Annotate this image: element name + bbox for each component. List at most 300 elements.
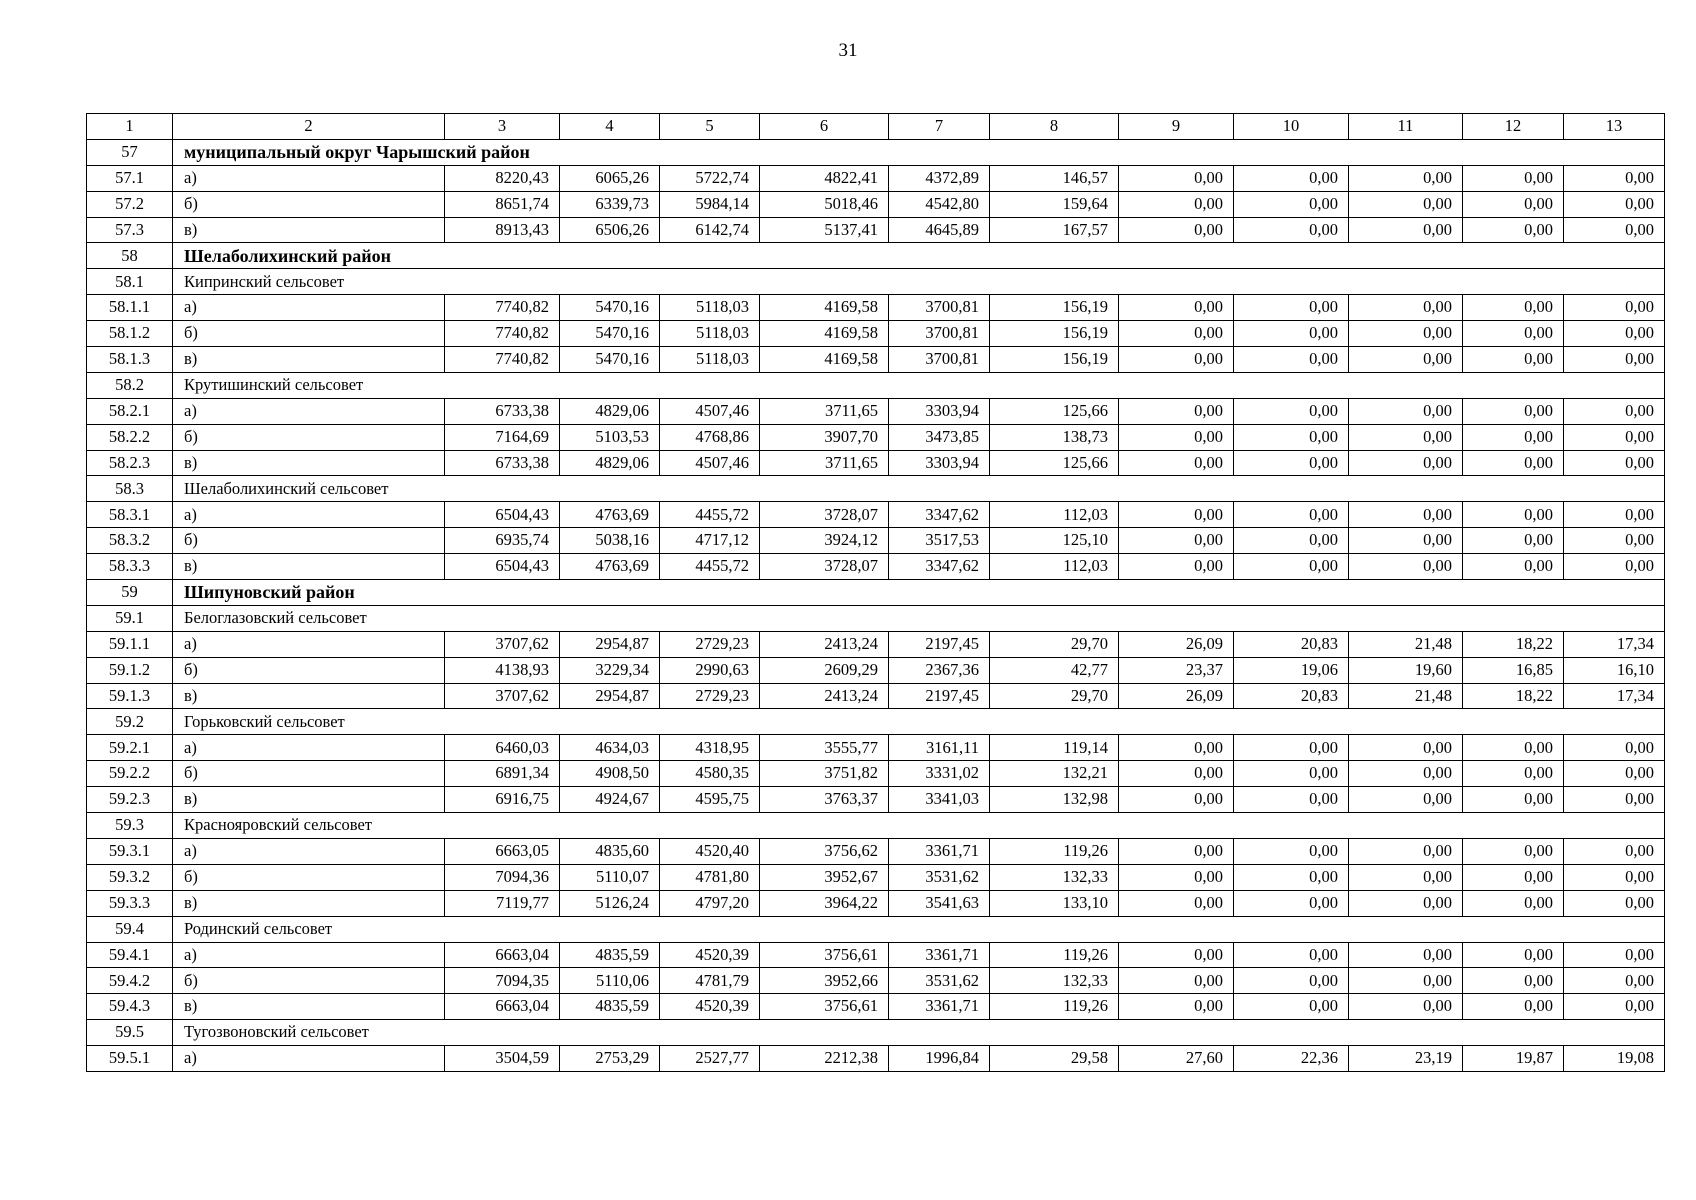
table-row <box>87 994 1665 1020</box>
value-cell: 3517,53 <box>889 528 990 554</box>
value-cell: 0,00 <box>1349 295 1463 321</box>
value-cell: 23,19 <box>1349 1046 1463 1072</box>
table-row <box>87 890 1665 916</box>
value-cell: 125,66 <box>990 450 1119 476</box>
value-cell: 2609,29 <box>760 657 889 683</box>
row-number: 59.1 <box>87 605 173 631</box>
value-cell: 0,00 <box>1234 191 1349 217</box>
row-number: 57.2 <box>87 191 173 217</box>
value-cell: 0,00 <box>1463 295 1564 321</box>
row-number: 59.3.3 <box>87 890 173 916</box>
value-cell: 18,22 <box>1463 631 1564 657</box>
value-cell: 5110,07 <box>560 864 660 890</box>
table-row <box>87 631 1665 657</box>
row-number: 58.1.2 <box>87 321 173 347</box>
value-cell: 5470,16 <box>560 321 660 347</box>
value-cell: 3728,07 <box>760 502 889 528</box>
row-number: 58.3.3 <box>87 554 173 580</box>
value-cell: 0,00 <box>1564 450 1665 476</box>
value-cell: 3161,11 <box>889 735 990 761</box>
subsection-title: Горьковский сельсовет <box>173 709 1665 735</box>
value-cell: 19,60 <box>1349 657 1463 683</box>
value-cell: 3711,65 <box>760 398 889 424</box>
value-cell: 4763,69 <box>560 554 660 580</box>
section-row <box>87 139 1665 165</box>
value-cell: 0,00 <box>1463 968 1564 994</box>
value-cell: 5470,16 <box>560 347 660 373</box>
value-cell: 4169,58 <box>760 295 889 321</box>
table-row <box>87 554 1665 580</box>
value-cell: 5137,41 <box>760 217 889 243</box>
row-number: 58.2.3 <box>87 450 173 476</box>
value-cell: 3707,62 <box>445 631 560 657</box>
option-label: а) <box>173 295 445 321</box>
value-cell: 4822,41 <box>760 165 889 191</box>
value-cell: 0,00 <box>1234 398 1349 424</box>
value-cell: 0,00 <box>1119 994 1234 1020</box>
value-cell: 0,00 <box>1349 968 1463 994</box>
column-number-header: 10 <box>1234 114 1349 140</box>
value-cell: 4645,89 <box>889 217 990 243</box>
value-cell: 3756,61 <box>760 942 889 968</box>
row-number: 58.1 <box>87 269 173 295</box>
value-cell: 4829,06 <box>560 450 660 476</box>
column-number-header: 3 <box>445 114 560 140</box>
value-cell: 2197,45 <box>889 683 990 709</box>
column-number-header: 4 <box>560 114 660 140</box>
row-number: 58.1.3 <box>87 347 173 373</box>
table-row <box>87 1046 1665 1072</box>
subsection-title: Крутишинский сельсовет <box>173 372 1665 398</box>
value-cell: 0,00 <box>1349 398 1463 424</box>
value-cell: 2729,23 <box>660 683 760 709</box>
value-cell: 0,00 <box>1349 191 1463 217</box>
table-row <box>87 191 1665 217</box>
row-number: 58 <box>87 243 173 269</box>
row-number: 59.5.1 <box>87 1046 173 1072</box>
value-cell: 0,00 <box>1564 787 1665 813</box>
value-cell: 0,00 <box>1463 165 1564 191</box>
column-number-header: 1 <box>87 114 173 140</box>
value-cell: 4520,39 <box>660 942 760 968</box>
value-cell: 3504,59 <box>445 1046 560 1072</box>
subsection-row <box>87 605 1665 631</box>
subsection-title: Тугозвоновский сельсовет <box>173 1020 1665 1046</box>
row-number: 59.2 <box>87 709 173 735</box>
row-number: 59.4.1 <box>87 942 173 968</box>
value-cell: 3361,71 <box>889 838 990 864</box>
option-label: в) <box>173 994 445 1020</box>
tariff-table <box>86 113 1665 1072</box>
row-number: 59.1.2 <box>87 657 173 683</box>
table-row <box>87 217 1665 243</box>
section-title: муниципальный округ Чарышский район <box>173 139 1665 165</box>
value-cell: 3531,62 <box>889 864 990 890</box>
value-cell: 3555,77 <box>760 735 889 761</box>
value-cell: 0,00 <box>1234 217 1349 243</box>
column-number-header: 2 <box>173 114 445 140</box>
value-cell: 0,00 <box>1119 321 1234 347</box>
row-number: 59.4.2 <box>87 968 173 994</box>
value-cell: 3964,22 <box>760 890 889 916</box>
value-cell: 3361,71 <box>889 994 990 1020</box>
value-cell: 4372,89 <box>889 165 990 191</box>
value-cell: 5984,14 <box>660 191 760 217</box>
value-cell: 6891,34 <box>445 761 560 787</box>
value-cell: 0,00 <box>1234 321 1349 347</box>
value-cell: 0,00 <box>1119 398 1234 424</box>
value-cell: 6916,75 <box>445 787 560 813</box>
subsection-title: Белоглазовский сельсовет <box>173 605 1665 631</box>
option-label: а) <box>173 502 445 528</box>
value-cell: 8651,74 <box>445 191 560 217</box>
value-cell: 0,00 <box>1119 295 1234 321</box>
value-cell: 0,00 <box>1349 165 1463 191</box>
table-row <box>87 502 1665 528</box>
value-cell: 4507,46 <box>660 398 760 424</box>
value-cell: 4835,59 <box>560 994 660 1020</box>
table-row <box>87 321 1665 347</box>
page-number: 31 <box>838 40 858 61</box>
value-cell: 7740,82 <box>445 295 560 321</box>
value-cell: 0,00 <box>1349 502 1463 528</box>
option-label: в) <box>173 787 445 813</box>
value-cell: 0,00 <box>1234 554 1349 580</box>
value-cell: 3541,63 <box>889 890 990 916</box>
value-cell: 1996,84 <box>889 1046 990 1072</box>
value-cell: 3756,62 <box>760 838 889 864</box>
value-cell: 22,36 <box>1234 1046 1349 1072</box>
value-cell: 4835,60 <box>560 838 660 864</box>
value-cell: 5118,03 <box>660 347 760 373</box>
option-label: а) <box>173 631 445 657</box>
value-cell: 0,00 <box>1564 994 1665 1020</box>
value-cell: 6142,74 <box>660 217 760 243</box>
value-cell: 4763,69 <box>560 502 660 528</box>
value-cell: 6663,05 <box>445 838 560 864</box>
value-cell: 0,00 <box>1234 994 1349 1020</box>
column-number-header: 9 <box>1119 114 1234 140</box>
value-cell: 4835,59 <box>560 942 660 968</box>
value-cell: 0,00 <box>1463 890 1564 916</box>
value-cell: 3341,03 <box>889 787 990 813</box>
value-cell: 119,26 <box>990 942 1119 968</box>
value-cell: 3700,81 <box>889 347 990 373</box>
value-cell: 0,00 <box>1349 347 1463 373</box>
option-label: а) <box>173 735 445 761</box>
value-cell: 0,00 <box>1463 191 1564 217</box>
value-cell: 4924,67 <box>560 787 660 813</box>
value-cell: 0,00 <box>1564 217 1665 243</box>
value-cell: 5118,03 <box>660 295 760 321</box>
column-number-header: 7 <box>889 114 990 140</box>
value-cell: 4595,75 <box>660 787 760 813</box>
value-cell: 6733,38 <box>445 398 560 424</box>
value-cell: 4520,39 <box>660 994 760 1020</box>
value-cell: 0,00 <box>1564 398 1665 424</box>
value-cell: 0,00 <box>1234 424 1349 450</box>
value-cell: 3347,62 <box>889 554 990 580</box>
value-cell: 0,00 <box>1234 890 1349 916</box>
value-cell: 0,00 <box>1564 864 1665 890</box>
subsection-title: Краснояровский сельсовет <box>173 813 1665 839</box>
value-cell: 0,00 <box>1234 787 1349 813</box>
value-cell: 0,00 <box>1463 994 1564 1020</box>
value-cell: 6663,04 <box>445 942 560 968</box>
value-cell: 0,00 <box>1463 735 1564 761</box>
row-number: 59.3.2 <box>87 864 173 890</box>
value-cell: 4520,40 <box>660 838 760 864</box>
value-cell: 0,00 <box>1234 761 1349 787</box>
value-cell: 2729,23 <box>660 631 760 657</box>
value-cell: 0,00 <box>1564 347 1665 373</box>
value-cell: 4169,58 <box>760 347 889 373</box>
value-cell: 8220,43 <box>445 165 560 191</box>
value-cell: 26,09 <box>1119 631 1234 657</box>
value-cell: 4507,46 <box>660 450 760 476</box>
value-cell: 3728,07 <box>760 554 889 580</box>
value-cell: 0,00 <box>1349 942 1463 968</box>
value-cell: 0,00 <box>1234 295 1349 321</box>
value-cell: 0,00 <box>1349 994 1463 1020</box>
section-title: Шелаболихинский район <box>173 243 1665 269</box>
value-cell: 0,00 <box>1564 968 1665 994</box>
value-cell: 3751,82 <box>760 761 889 787</box>
value-cell: 6339,73 <box>560 191 660 217</box>
value-cell: 0,00 <box>1234 347 1349 373</box>
value-cell: 20,83 <box>1234 631 1349 657</box>
value-cell: 3361,71 <box>889 942 990 968</box>
table-body <box>87 114 1665 1072</box>
value-cell: 7119,77 <box>445 890 560 916</box>
option-label: а) <box>173 838 445 864</box>
value-cell: 0,00 <box>1564 554 1665 580</box>
value-cell: 0,00 <box>1119 347 1234 373</box>
value-cell: 0,00 <box>1564 502 1665 528</box>
value-cell: 21,48 <box>1349 683 1463 709</box>
value-cell: 0,00 <box>1463 787 1564 813</box>
value-cell: 6065,26 <box>560 165 660 191</box>
value-cell: 6504,43 <box>445 554 560 580</box>
value-cell: 19,06 <box>1234 657 1349 683</box>
value-cell: 125,66 <box>990 398 1119 424</box>
value-cell: 6935,74 <box>445 528 560 554</box>
value-cell: 112,03 <box>990 502 1119 528</box>
value-cell: 3924,12 <box>760 528 889 554</box>
value-cell: 4797,20 <box>660 890 760 916</box>
value-cell: 0,00 <box>1234 838 1349 864</box>
value-cell: 0,00 <box>1234 864 1349 890</box>
option-label: б) <box>173 761 445 787</box>
value-cell: 0,00 <box>1463 450 1564 476</box>
row-number: 59.3.1 <box>87 838 173 864</box>
column-number-header: 13 <box>1564 114 1665 140</box>
value-cell: 17,34 <box>1564 631 1665 657</box>
option-label: б) <box>173 528 445 554</box>
table-row <box>87 968 1665 994</box>
value-cell: 0,00 <box>1564 191 1665 217</box>
subsection-title: Родинский сельсовет <box>173 916 1665 942</box>
option-label: в) <box>173 683 445 709</box>
row-number: 59.1.1 <box>87 631 173 657</box>
value-cell: 0,00 <box>1119 761 1234 787</box>
value-cell: 0,00 <box>1349 217 1463 243</box>
value-cell: 5126,24 <box>560 890 660 916</box>
value-cell: 2413,24 <box>760 631 889 657</box>
value-cell: 3952,67 <box>760 864 889 890</box>
table-row <box>87 735 1665 761</box>
option-label: б) <box>173 968 445 994</box>
row-number: 57 <box>87 139 173 165</box>
value-cell: 4634,03 <box>560 735 660 761</box>
value-cell: 0,00 <box>1234 528 1349 554</box>
value-cell: 19,08 <box>1564 1046 1665 1072</box>
option-label: б) <box>173 864 445 890</box>
value-cell: 6733,38 <box>445 450 560 476</box>
value-cell: 0,00 <box>1234 968 1349 994</box>
value-cell: 167,57 <box>990 217 1119 243</box>
option-label: в) <box>173 347 445 373</box>
row-number: 59.2.3 <box>87 787 173 813</box>
value-cell: 26,09 <box>1119 683 1234 709</box>
row-number: 58.3.1 <box>87 502 173 528</box>
table-row <box>87 657 1665 683</box>
value-cell: 125,10 <box>990 528 1119 554</box>
value-cell: 4318,95 <box>660 735 760 761</box>
value-cell: 156,19 <box>990 321 1119 347</box>
value-cell: 4781,79 <box>660 968 760 994</box>
option-label: б) <box>173 321 445 347</box>
row-number: 59.2.1 <box>87 735 173 761</box>
table-row <box>87 450 1665 476</box>
value-cell: 0,00 <box>1564 942 1665 968</box>
value-cell: 0,00 <box>1564 295 1665 321</box>
value-cell: 0,00 <box>1349 450 1463 476</box>
value-cell: 0,00 <box>1349 761 1463 787</box>
table-row <box>87 683 1665 709</box>
value-cell: 4768,86 <box>660 424 760 450</box>
row-number: 57.1 <box>87 165 173 191</box>
value-cell: 4580,35 <box>660 761 760 787</box>
table-row <box>87 295 1665 321</box>
value-cell: 0,00 <box>1119 968 1234 994</box>
column-number-header: 5 <box>660 114 760 140</box>
value-cell: 0,00 <box>1463 321 1564 347</box>
value-cell: 7094,35 <box>445 968 560 994</box>
section-row <box>87 243 1665 269</box>
table-row <box>87 347 1665 373</box>
value-cell: 3303,94 <box>889 450 990 476</box>
value-cell: 6506,26 <box>560 217 660 243</box>
section-row <box>87 580 1665 606</box>
value-cell: 3952,66 <box>760 968 889 994</box>
table-row <box>87 165 1665 191</box>
value-cell: 4455,72 <box>660 502 760 528</box>
value-cell: 0,00 <box>1119 554 1234 580</box>
value-cell: 3756,61 <box>760 994 889 1020</box>
value-cell: 132,33 <box>990 864 1119 890</box>
value-cell: 0,00 <box>1119 424 1234 450</box>
value-cell: 0,00 <box>1234 502 1349 528</box>
value-cell: 4169,58 <box>760 321 889 347</box>
value-cell: 6663,04 <box>445 994 560 1020</box>
value-cell: 0,00 <box>1119 890 1234 916</box>
value-cell: 3331,02 <box>889 761 990 787</box>
value-cell: 2954,87 <box>560 683 660 709</box>
value-cell: 0,00 <box>1564 424 1665 450</box>
value-cell: 4829,06 <box>560 398 660 424</box>
value-cell: 0,00 <box>1349 864 1463 890</box>
subsection-title: Кипринский сельсовет <box>173 269 1665 295</box>
option-label: б) <box>173 657 445 683</box>
row-number: 58.1.1 <box>87 295 173 321</box>
value-cell: 42,77 <box>990 657 1119 683</box>
value-cell: 3763,37 <box>760 787 889 813</box>
value-cell: 4717,12 <box>660 528 760 554</box>
row-number: 59.4.3 <box>87 994 173 1020</box>
option-label: б) <box>173 191 445 217</box>
value-cell: 0,00 <box>1463 761 1564 787</box>
value-cell: 6504,43 <box>445 502 560 528</box>
value-cell: 16,85 <box>1463 657 1564 683</box>
subsection-row <box>87 813 1665 839</box>
subsection-row <box>87 916 1665 942</box>
value-cell: 8913,43 <box>445 217 560 243</box>
value-cell: 2197,45 <box>889 631 990 657</box>
value-cell: 17,34 <box>1564 683 1665 709</box>
subsection-row <box>87 1020 1665 1046</box>
column-number-header: 6 <box>760 114 889 140</box>
value-cell: 0,00 <box>1349 424 1463 450</box>
value-cell: 119,14 <box>990 735 1119 761</box>
value-cell: 5722,74 <box>660 165 760 191</box>
value-cell: 0,00 <box>1463 942 1564 968</box>
value-cell: 6460,03 <box>445 735 560 761</box>
value-cell: 7164,69 <box>445 424 560 450</box>
value-cell: 0,00 <box>1463 554 1564 580</box>
value-cell: 21,48 <box>1349 631 1463 657</box>
value-cell: 3711,65 <box>760 450 889 476</box>
value-cell: 159,64 <box>990 191 1119 217</box>
value-cell: 7740,82 <box>445 347 560 373</box>
value-cell: 29,70 <box>990 631 1119 657</box>
value-cell: 5118,03 <box>660 321 760 347</box>
value-cell: 0,00 <box>1119 942 1234 968</box>
value-cell: 18,22 <box>1463 683 1564 709</box>
value-cell: 4908,50 <box>560 761 660 787</box>
value-cell: 3347,62 <box>889 502 990 528</box>
row-number: 58.3.2 <box>87 528 173 554</box>
value-cell: 4455,72 <box>660 554 760 580</box>
value-cell: 3907,70 <box>760 424 889 450</box>
value-cell: 0,00 <box>1234 735 1349 761</box>
table-row <box>87 838 1665 864</box>
value-cell: 7094,36 <box>445 864 560 890</box>
value-cell: 0,00 <box>1349 554 1463 580</box>
value-cell: 19,87 <box>1463 1046 1564 1072</box>
row-number: 59 <box>87 580 173 606</box>
value-cell: 5018,46 <box>760 191 889 217</box>
value-cell: 5110,06 <box>560 968 660 994</box>
value-cell: 0,00 <box>1349 528 1463 554</box>
row-number: 59.4 <box>87 916 173 942</box>
row-number: 58.2.1 <box>87 398 173 424</box>
value-cell: 5470,16 <box>560 295 660 321</box>
subsection-title: Шелаболихинский сельсовет <box>173 476 1665 502</box>
value-cell: 0,00 <box>1234 450 1349 476</box>
value-cell: 0,00 <box>1463 502 1564 528</box>
section-title: Шипуновский район <box>173 580 1665 606</box>
